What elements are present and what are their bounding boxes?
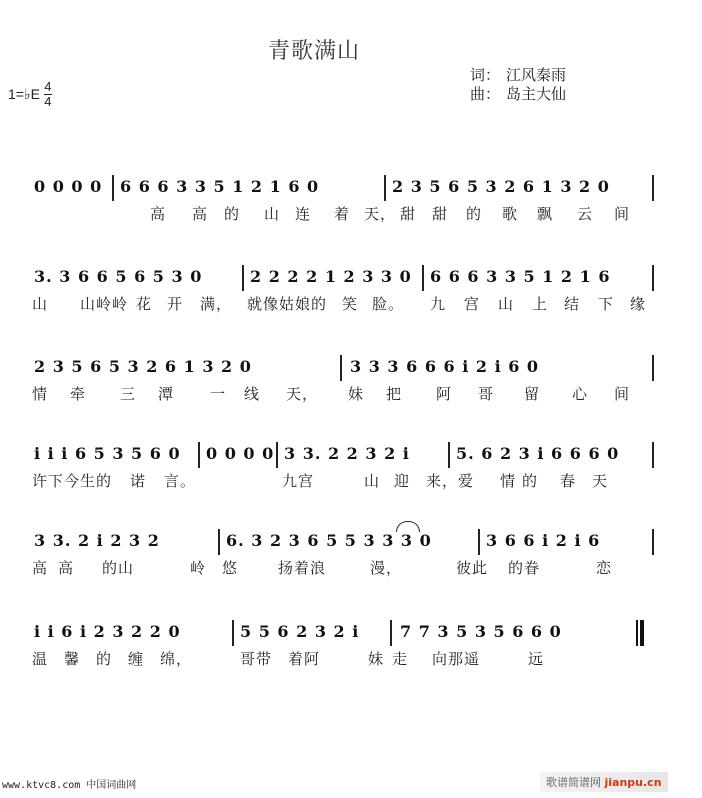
lyricist-row: 词： 江风秦雨 <box>470 66 567 84</box>
measure-notes: 2 3 5 6 5 3 2 6 1 3 2 0 <box>34 357 252 376</box>
lyric-word: 天， <box>364 205 397 223</box>
lyric-word: 把 <box>386 385 403 403</box>
lyric-word: 飘 <box>537 205 554 223</box>
time-signature: 4 4 <box>44 79 52 109</box>
lyric-word: 阿 <box>436 385 453 403</box>
credits <box>470 66 566 104</box>
barline <box>652 442 654 468</box>
score-line <box>32 618 662 674</box>
lyric-word: 心 <box>572 385 589 403</box>
lyric-word: 的 <box>96 650 113 668</box>
lyric-word: 迎 <box>394 472 411 490</box>
lyric-word: 间 <box>614 205 631 223</box>
lyric-word: 天， <box>286 385 319 403</box>
lyric-word: 高 <box>192 205 209 223</box>
lyric-word: 宫 <box>464 295 481 313</box>
notation-row <box>32 618 662 648</box>
footer-source: www.ktvc8.com 中国词曲网 <box>2 780 137 791</box>
lyric-word: 的山 <box>102 559 135 577</box>
measure-notes: 3 3. 2 i 2 3 2 <box>34 531 160 550</box>
measure-notes: 5 5 6 2 3 2 i <box>240 622 360 641</box>
notation-row <box>32 527 662 557</box>
lyric-word: 歌 <box>502 205 519 223</box>
barline <box>232 620 234 646</box>
lyricist: 江风秦雨 <box>506 66 567 84</box>
measure-notes: 7 7 3 5 3 5 6 6 0 <box>400 622 562 641</box>
lyric-word: 山 <box>498 295 515 313</box>
measure-notes: 3 6 6 i 2 i 6 <box>486 531 601 550</box>
lyric-word: 着阿 <box>288 650 321 668</box>
barline <box>242 265 244 291</box>
tie-slur <box>396 521 420 532</box>
notation-row <box>32 263 662 293</box>
lyric-word: 诺 <box>130 472 147 490</box>
lyric-word: 岭 <box>190 559 207 577</box>
lyric-word: 扬着浪 <box>278 559 327 577</box>
final-barline <box>640 620 644 646</box>
lyric-word: 的 <box>522 472 539 490</box>
composer-row: 曲： 岛主大仙 <box>470 85 567 103</box>
barline <box>384 175 386 201</box>
barline <box>652 265 654 291</box>
score-line <box>32 263 662 319</box>
lyric-word: 漫， <box>370 559 403 577</box>
measure-notes: 0 0 0 0 <box>206 444 275 463</box>
lyric-word: 的眷 <box>508 559 541 577</box>
score-line <box>32 173 662 229</box>
lyric-word: 情 <box>500 472 517 490</box>
barline <box>276 442 278 468</box>
lyric-word: 就像姑娘的 <box>247 295 328 313</box>
lyric-word: 彼此 <box>456 559 489 577</box>
lyric-word: 线 <box>244 385 261 403</box>
measure-notes: 6. 3 2 3 6 5 5 3 3 3 0 <box>226 531 432 550</box>
lyric-word: 馨 <box>64 650 81 668</box>
notation-row <box>32 353 662 383</box>
composer: 岛主大仙 <box>506 85 567 103</box>
lyric-word: 许下今生的 <box>32 472 113 490</box>
lyric-word: 牵 <box>70 385 87 403</box>
lyrics-row <box>32 293 662 319</box>
measure-notes: 5. 6 2 3 i 6 6 6 0 <box>456 444 620 463</box>
measure-notes: 3 3. 2 2 3 2 i <box>284 444 410 463</box>
lyric-word: 言。 <box>164 472 197 490</box>
score-line <box>32 440 662 496</box>
lyric-word: 九宫 <box>282 472 315 490</box>
lyric-word: 绵， <box>160 650 193 668</box>
measure-notes: i i 6 i 2 3 2 2 0 <box>34 622 181 641</box>
lyric-word: 一 <box>210 385 227 403</box>
barline <box>652 355 654 381</box>
lyric-word: 高 <box>58 559 75 577</box>
final-barline-thin <box>636 620 638 646</box>
lyric-word: 哥 <box>478 385 495 403</box>
barline <box>478 529 480 555</box>
lyric-word: 的 <box>224 205 241 223</box>
lyric-word: 脸。 <box>372 295 405 313</box>
lyric-word: 三 <box>120 385 137 403</box>
lyric-word: 温 <box>32 650 49 668</box>
notation-row <box>32 440 662 470</box>
lyric-word: 满， <box>200 295 233 313</box>
lyric-word: 妹 <box>348 385 365 403</box>
measure-notes: 2 3 5 6 5 3 2 6 1 3 2 0 <box>392 177 610 196</box>
barline <box>448 442 450 468</box>
footer-watermark: 歌谱简谱网 jianpu.cn <box>540 772 668 792</box>
lyric-word: 高 <box>150 205 167 223</box>
lyric-word: 山 <box>264 205 281 223</box>
lyric-word: 间 <box>614 385 631 403</box>
score-line <box>32 527 662 583</box>
barline <box>198 442 200 468</box>
lyric-word: 远 <box>528 650 545 668</box>
barline <box>422 265 424 291</box>
measure-notes: i i i 6 5 3 5 6 0 <box>34 444 181 463</box>
lyric-word: 妹 <box>368 650 385 668</box>
measure-notes: 3 3 3 6 6 6 i 2 i 6 0 <box>350 357 540 376</box>
lyric-word: 山岭岭 <box>80 295 129 313</box>
lyric-word: 下 <box>598 295 615 313</box>
measure-notes: 0 0 0 0 <box>34 177 103 196</box>
barline <box>218 529 220 555</box>
lyrics-row <box>32 203 662 229</box>
barline <box>390 620 392 646</box>
lyric-word: 连 <box>295 205 312 223</box>
lyric-word: 缠 <box>128 650 145 668</box>
measure-notes: 6 6 6 3 3 5 1 2 1 6 0 <box>120 177 320 196</box>
lyric-word: 来，爱 <box>426 472 475 490</box>
lyric-word: 甜 <box>400 205 417 223</box>
lyric-word: 山 <box>32 295 49 313</box>
lyric-word: 潭 <box>158 385 175 403</box>
lyric-word: 开 <box>167 295 184 313</box>
lyric-word: 留 <box>524 385 541 403</box>
lyric-word: 九 <box>430 295 447 313</box>
lyric-word: 甜 <box>432 205 449 223</box>
lyric-word: 山 <box>364 472 381 490</box>
lyric-word: 情 <box>32 385 49 403</box>
lyric-word: 结 <box>564 295 581 313</box>
lyrics-row <box>32 383 662 409</box>
key-signature <box>8 80 52 109</box>
measure-notes: 6 6 6 3 3 5 1 2 1 6 <box>430 267 611 286</box>
song-title: 青歌满山 <box>268 39 361 64</box>
lyric-word: 走 <box>392 650 409 668</box>
barline <box>652 175 654 201</box>
brand-logo: jianpu.cn <box>604 776 662 789</box>
key-label: 1=♭E <box>8 86 40 102</box>
notation-row <box>32 173 662 203</box>
lyric-word: 恋 <box>596 559 613 577</box>
measure-notes: 3. 3 6 6 5 6 5 3 0 <box>34 267 203 286</box>
lyric-word: 天 <box>592 472 609 490</box>
lyric-word: 云 <box>577 205 594 223</box>
lyric-word: 的 <box>466 205 483 223</box>
lyric-word: 缘 <box>630 295 647 313</box>
barline <box>652 529 654 555</box>
lyric-word: 向那遥 <box>432 650 481 668</box>
lyrics-row <box>32 557 662 583</box>
lyrics-row <box>32 648 662 674</box>
lyric-word: 上 <box>532 295 549 313</box>
lyric-word: 花 <box>136 295 153 313</box>
lyric-word: 悠 <box>222 559 239 577</box>
barline <box>340 355 342 381</box>
barline <box>112 175 114 201</box>
lyric-word: 春 <box>560 472 577 490</box>
measure-notes: 2 2 2 2 1 2 3 3 0 <box>250 267 412 286</box>
lyric-word: 高 <box>32 559 49 577</box>
lyric-word: 笑 <box>342 295 359 313</box>
score-line <box>32 353 662 409</box>
lyric-word: 着 <box>334 205 351 223</box>
lyrics-row <box>32 470 662 496</box>
lyric-word: 哥带 <box>240 650 273 668</box>
